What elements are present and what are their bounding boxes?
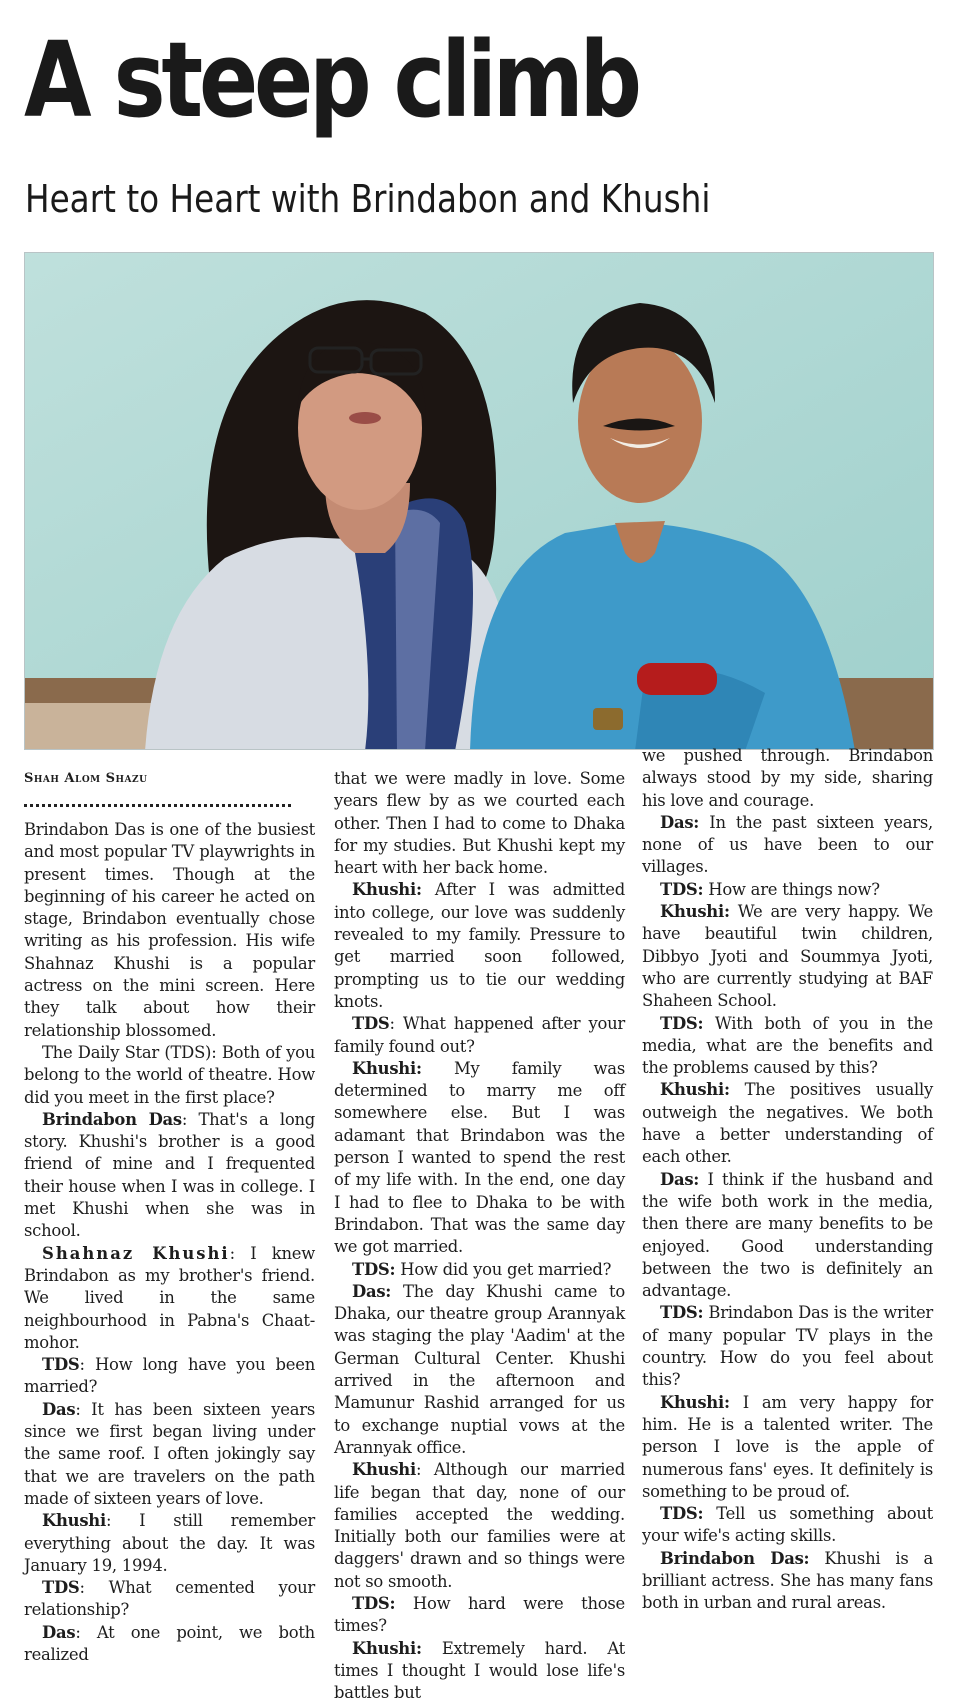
- qa-paragraph-continued: we pushed through. Brindabon always stood by my side, sharing his love and courage.: [642, 746, 933, 810]
- qa-paragraph: TDS: With both of you in the media, what are the benefits and the problems caused by this?: [642, 1013, 933, 1078]
- qa-paragraph: Das: In the past sixteen years, none of us have been to our villages.: [642, 812, 933, 877]
- qa-paragraph: TDS: How hard were those times?: [334, 1593, 625, 1636]
- qa-paragraph-continued: that we were madly in love. Some years flew by as we courted each other. Then I had to come to Dhaka for my studies. But Khushi kept my heart with her back home.: [334, 769, 625, 878]
- qa-paragraph: Brindabon Das: Khushi is a brilliant actress. She has many fans both in urban and rural areas.: [642, 1548, 934, 1613]
- qa-paragraph: Das: It has been sixteen years since we first began living under the same roof. I often jokingly say that we are travelers on the path made of sixteen years of love.: [24, 1399, 315, 1508]
- qa-paragraph: Das: The day Khushi came to Dhaka, our theatre group Arannyak was staging the play 'Aadim' at the German Cultural Center. Khushi arrived in the afternoon and Mamunur Rashid arranged for us to exchange nuptial vows at the Arannyak office.: [334, 1281, 625, 1457]
- qa-paragraph-start: Khushi: Extremely hard. At times I thought I would lose life's battles but: [334, 1638, 625, 1703]
- intro-paragraph: Brindabon Das is one of the busiest and most popular TV playwrights in present times. Though at the beginning of his career he acted on stage, Brindabon eventually chose writing as his profession. His wife Shahnaz Khushi is a popular actress on the mini screen. Here they talk about how their relationship blossomed.: [24, 820, 315, 1040]
- qa-paragraph: TDS: How are things now?: [660, 879, 880, 899]
- qa-paragraph: Khushi: Although our married life began that day, none of our families accepted the wedding. Initially both our families were at daggers' drawn and so things were not so smooth.: [334, 1460, 625, 1591]
- article-column-3: [642, 745, 933, 1615]
- article-column-2: [334, 768, 625, 1704]
- subheadline: Heart to Heart with Brindabon and Khushi: [25, 177, 711, 221]
- qa-paragraph: Khushi: My family was determined to marry me off somewhere else. But I was adamant that Brindabon was the person I wanted to spend the rest of my life with. In the end, one day I had to flee to Dhaka to be with Brindabon. That was the same day we got married.: [334, 1058, 625, 1257]
- qa-paragraph: The Daily Star (TDS): Both of you belong to the world of theatre. How did you meet in the first place?: [24, 1042, 315, 1107]
- article-column-1: [24, 768, 315, 1666]
- byline: Shah Alom Shazu: [24, 771, 148, 786]
- qa-paragraph: Khushi: We are very happy. We have beautiful twin children, Dibbyo Jyoti and Soummya Jyoti, who are currently studying at BAF Shaheen School.: [642, 902, 933, 1011]
- qa-paragraph: Shahnaz Khushi: I knew Brindabon as my brother's friend. We lived in the same neighbourhood in Pabna's Chaat-mohor.: [24, 1243, 315, 1352]
- qa-paragraph: Das: I think if the husband and the wife both work in the media, then there are many benefits to be enjoyed. Good understanding between the two is definitely an advantage.: [642, 1169, 933, 1301]
- qa-paragraph: Khushi: After I was admitted into college, our love was suddenly revealed to my family. Pressure to get married soon followed, prompting us to tie our wedding knots.: [334, 880, 625, 1011]
- couple-photo: [24, 252, 934, 750]
- qa-paragraph: TDS: How did you get married?: [352, 1259, 612, 1279]
- qa-paragraph: TDS: What cemented your relationship?: [24, 1578, 315, 1620]
- qa-paragraph: TDS: How long have you been married?: [24, 1355, 315, 1397]
- qa-paragraph: Khushi: I am very happy for him. He is a talented writer. The person I love is the apple of numerous fans' eyes. It definitely is something to be proud of.: [642, 1392, 933, 1501]
- qa-paragraph: TDS: What happened after your family found out?: [334, 1014, 625, 1056]
- qa-paragraph: TDS: Tell us something about your wife's acting skills.: [642, 1504, 933, 1546]
- qa-paragraph: TDS: Brindabon Das is the writer of many popular TV plays in the country. How do you feel about this?: [642, 1303, 933, 1390]
- qa-paragraph: Brindabon Das: That's a long story. Khushi's brother is a good friend of mine and I frequented their house when I was in college. I met Khushi when she was in school.: [24, 1109, 315, 1241]
- headline: A steep climb: [24, 19, 638, 141]
- qa-paragraph: Khushi: The positives usually outweigh the negatives. We both have a better understanding of each other.: [642, 1080, 933, 1167]
- byline-divider: [24, 790, 291, 807]
- qa-paragraph-start: Das: At one point, we both realized: [24, 1622, 315, 1664]
- qa-paragraph: Khushi: I still remember everything about the day. It was January 19, 1994.: [24, 1511, 315, 1575]
